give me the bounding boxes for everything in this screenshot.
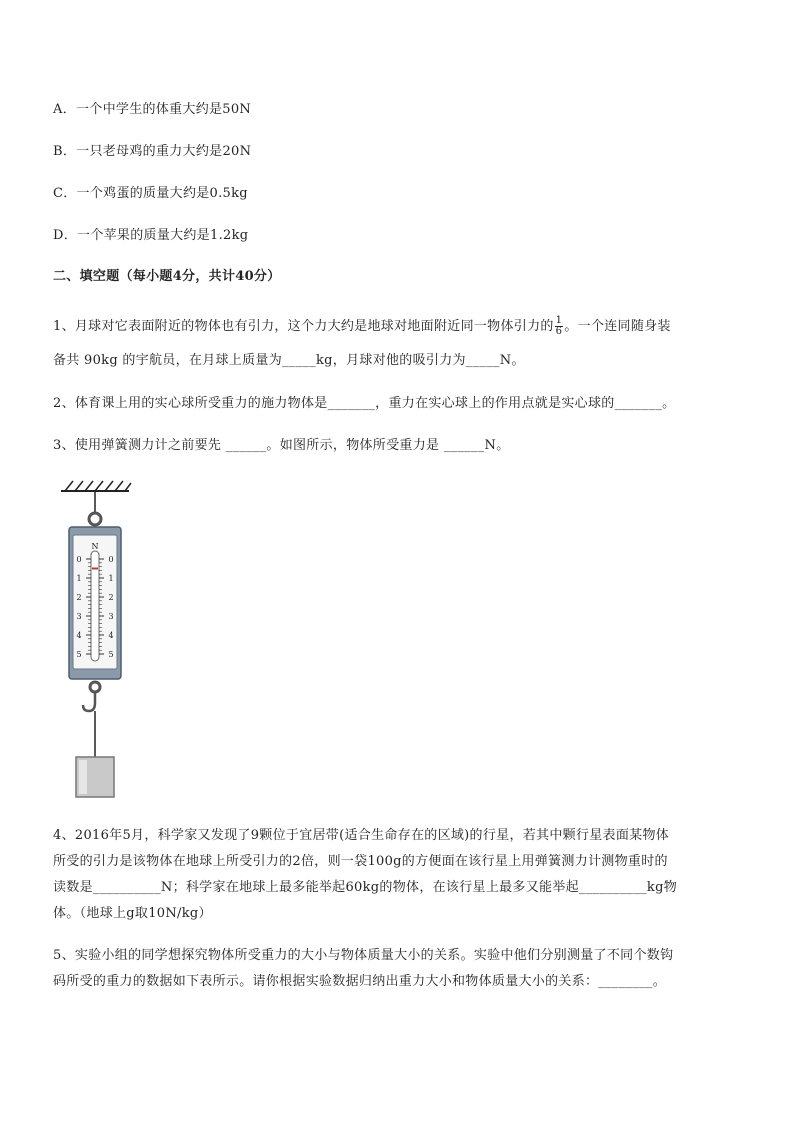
scale-label: 4: [108, 631, 114, 640]
fraction-numerator: 1: [555, 315, 563, 326]
fraction-denominator: 6: [555, 326, 563, 337]
spring-scale-figure: [55, 475, 135, 805]
question-4-line-2: 所受的引力是该物体在地球上所受引力的2倍，则一袋100g的方便面在该行星上用弹簧测力计测物重时的: [53, 854, 668, 869]
fraction-one-sixth: [555, 316, 564, 337]
question-3: 3、使用弹簧测力计之前要先 ______。如图所示，物体所受重力是 ______N。: [53, 438, 510, 453]
top-ring: [89, 513, 101, 525]
question-4-line-1: 4、2016年5月，科学家又发现了9颗位于宜居带(适合生命存在的区域)的行星，若其中颗行星表面某物体: [53, 828, 670, 843]
scale-label: 5: [76, 650, 82, 659]
scale-label: 2: [76, 593, 82, 602]
question-4-line-3: 读数是__________N；科学家在地球上最多能举起60kg的物体，在该行星上最多又能举起__________kg物: [53, 880, 678, 895]
scale-label: 3: [76, 612, 82, 621]
scale-label: 0: [76, 555, 82, 564]
scale-label: 1: [108, 574, 114, 583]
scale-label: 1: [76, 574, 82, 583]
option-c: C．一个鸡蛋的质量大约是0.5kg: [53, 186, 248, 201]
section-title: 二、填空题（每小题4分，共计40分）: [53, 269, 281, 284]
scale-label: 4: [76, 631, 82, 640]
question-5-line-2: 码所受的重力的数据如下表所示。请你根据实验数据归纳出重力大小和物体质量大小的关系：________。: [53, 974, 666, 989]
question-1-line-1: [53, 316, 671, 337]
question-1-text-before: 1、月球对它表面附近的物体也有引力，这个力大约是地球对地面附近同一物体引力的: [53, 319, 554, 334]
unit-label: N: [91, 542, 99, 551]
bottom-ring: [90, 682, 100, 692]
scale-label: 5: [108, 650, 114, 659]
question-1-line-2: 备共 90kg 的宇航员，在月球上质量为_____kg，月球对他的吸引力为_____N。: [53, 353, 525, 368]
question-4-line-4: 体。（地球上g取10N/kg）: [53, 906, 212, 921]
option-d: D．一个苹果的质量大约是1.2kg: [53, 228, 249, 243]
hook: [83, 692, 95, 711]
option-a: A．一个中学生的体重大约是50N: [53, 102, 252, 117]
weight-highlight: [79, 760, 87, 794]
question-1-text-after: 。一个连同随身装: [564, 319, 671, 334]
question-2: 2、体育课上用的实心球所受重力的施力物体是_______，重力在实心球上的作用点就是实心球的_______。: [53, 396, 676, 411]
ceiling-mount: [61, 481, 131, 491]
option-b: B．一只老母鸡的重力大约是20N: [53, 144, 252, 159]
scale-label: 3: [108, 612, 114, 621]
scale-label: 2: [108, 593, 114, 602]
question-5-line-1: 5、实验小组的同学想探究物体所受重力的大小与物体质量大小的关系。实验中他们分别测量了不同个数钩: [53, 948, 674, 963]
scale-label: 0: [108, 555, 114, 564]
